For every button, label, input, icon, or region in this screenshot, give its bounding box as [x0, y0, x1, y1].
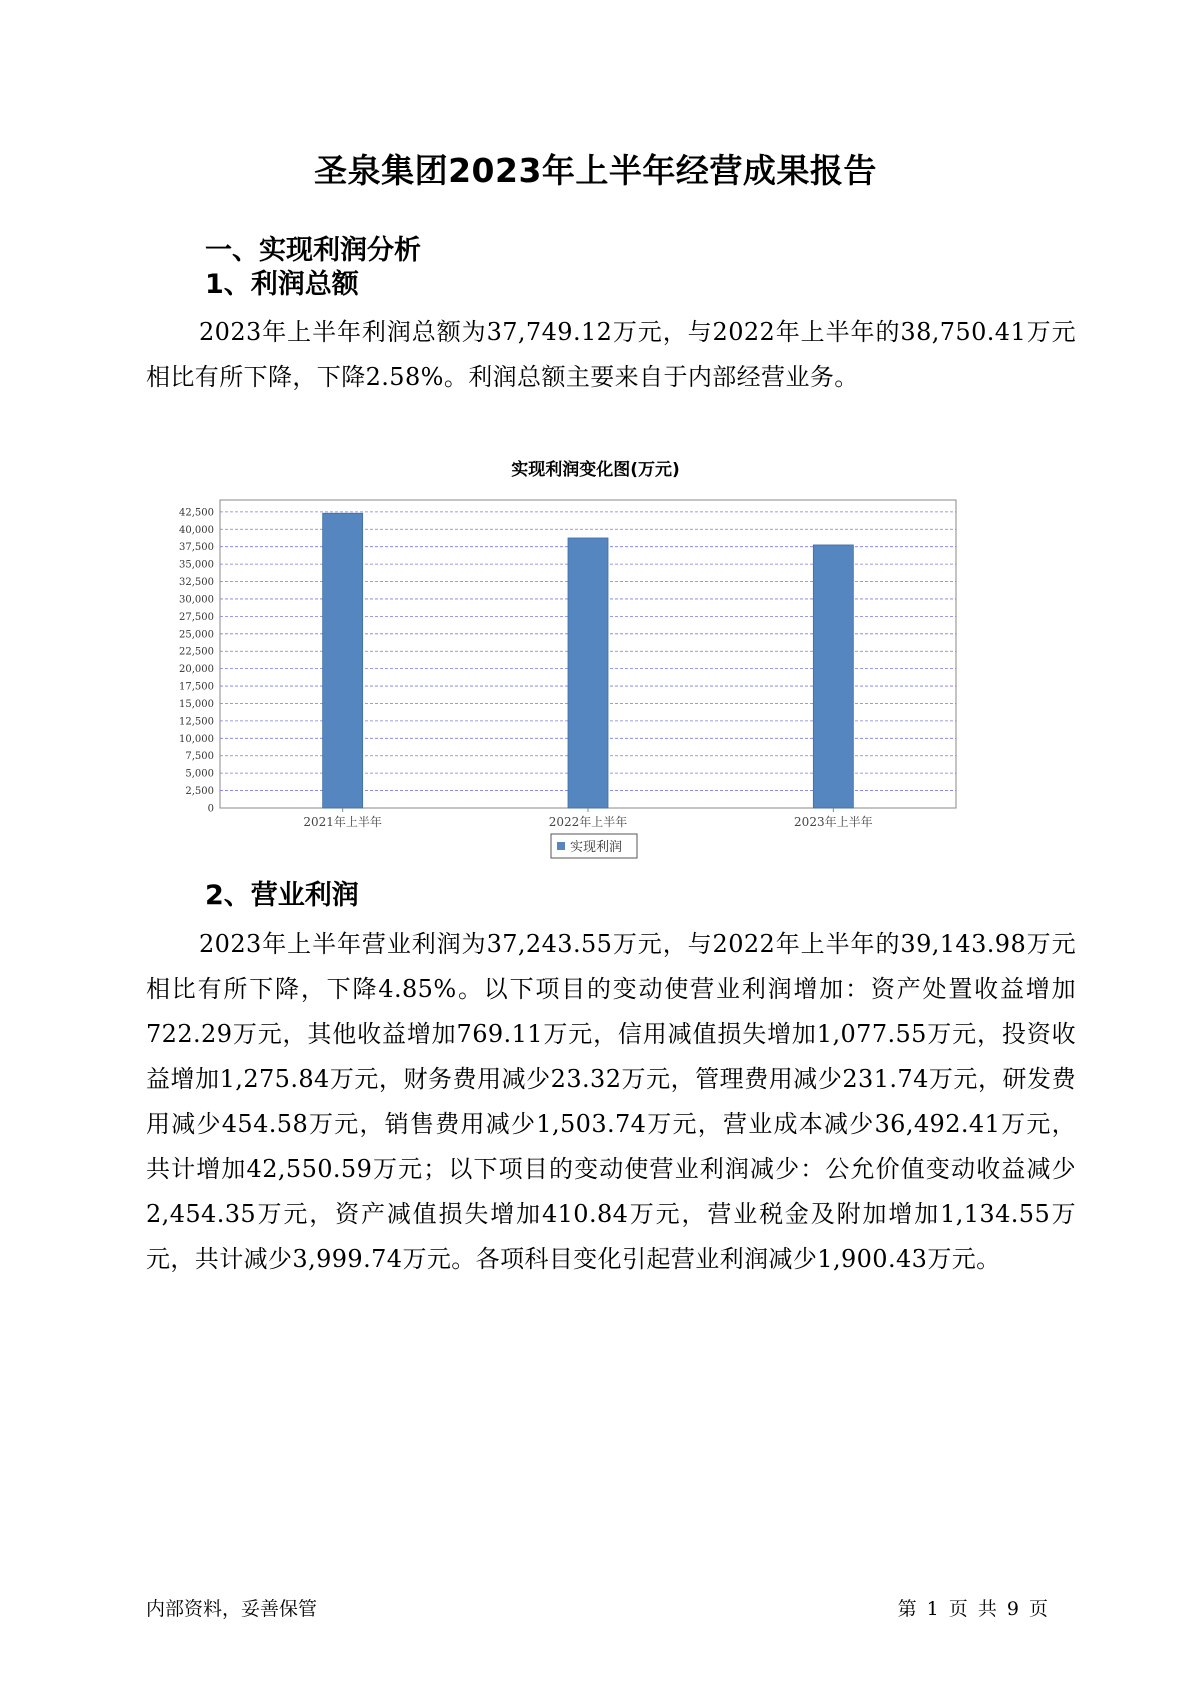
x-tick-label: 2021年上半年: [303, 815, 382, 829]
legend-swatch: [557, 842, 565, 850]
y-tick-label: 37,500: [179, 542, 214, 554]
operating-profit-paragraph: 2023年上半年营业利润为37,243.55万元，与2022年上半年的39,143.98万元相比有所下降，下降4.85%。以下项目的变动使营业利润增加：资产处置收益增加722.29万元，其他收益增加769.11万元，信用减值损失增加1,077.55万元，投资收益增加1,275.84万元，财务费用减少23.32万元，管理费用减少231.74万元，研发费用减少454.58万元，销售费用减少1,503.74万元，营业成本减少36,492.41万元，共计增加42,550.59万元；以下项目的变动使营业利润减少：公允价值变动收益减少2,454.35万元，资产减值损失增加410.84万元，营业税金及附加增加1,134.55万元，共计减少3,999.74万元。各项科目变化引起营业利润减少1,900.43万元。: [146, 930, 1076, 1273]
y-tick-label: 17,500: [179, 681, 214, 693]
y-tick-label: 27,500: [179, 611, 214, 623]
section-heading-profit-analysis: 一、实现利润分析: [205, 235, 421, 266]
bar: [813, 545, 853, 808]
y-tick-label: 2,500: [185, 786, 214, 798]
subsection-heading-total-profit: 1、利润总额: [205, 269, 359, 300]
subsection-heading-operating-profit: 2、营业利润: [205, 880, 359, 911]
y-tick-label: 15,000: [179, 698, 214, 710]
x-tick-label: 2023年上半年: [794, 815, 873, 829]
y-tick-label: 12,500: [179, 716, 214, 728]
y-tick-label: 25,000: [179, 629, 214, 641]
bar: [568, 538, 608, 808]
y-tick-label: 32,500: [179, 577, 214, 589]
y-tick-label: 7,500: [185, 751, 214, 763]
bar: [323, 513, 363, 808]
y-tick-label: 30,000: [179, 594, 214, 606]
x-tick-label: 2022年上半年: [548, 815, 628, 829]
profit-bar-chart: [150, 490, 980, 855]
y-tick-label: 40,000: [179, 524, 214, 536]
y-tick-label: 22,500: [179, 646, 214, 658]
total-profit-paragraph: 2023年上半年利润总额为37,749.12万元，与2022年上半年的38,750.41万元相比有所下降，下降2.58%。利润总额主要来自于内部经营业务。: [146, 318, 1076, 391]
y-tick-label: 35,000: [179, 559, 214, 571]
chart-title: 实现利润变化图(万元): [511, 460, 680, 480]
y-tick-label: 42,500: [179, 507, 214, 519]
y-tick-label: 5,000: [185, 768, 214, 780]
y-tick-label: 0: [207, 803, 214, 815]
footer-confidential-note: 内部资料，妥善保管: [146, 1598, 318, 1620]
y-tick-label: 20,000: [179, 664, 214, 676]
y-tick-label: 10,000: [179, 733, 214, 745]
legend-label: 实现利润: [570, 840, 623, 855]
report-title: 圣泉集团2023年上半年经营成果报告: [314, 151, 877, 190]
footer-page-number: 第 1 页 共 9 页: [897, 1598, 1048, 1620]
